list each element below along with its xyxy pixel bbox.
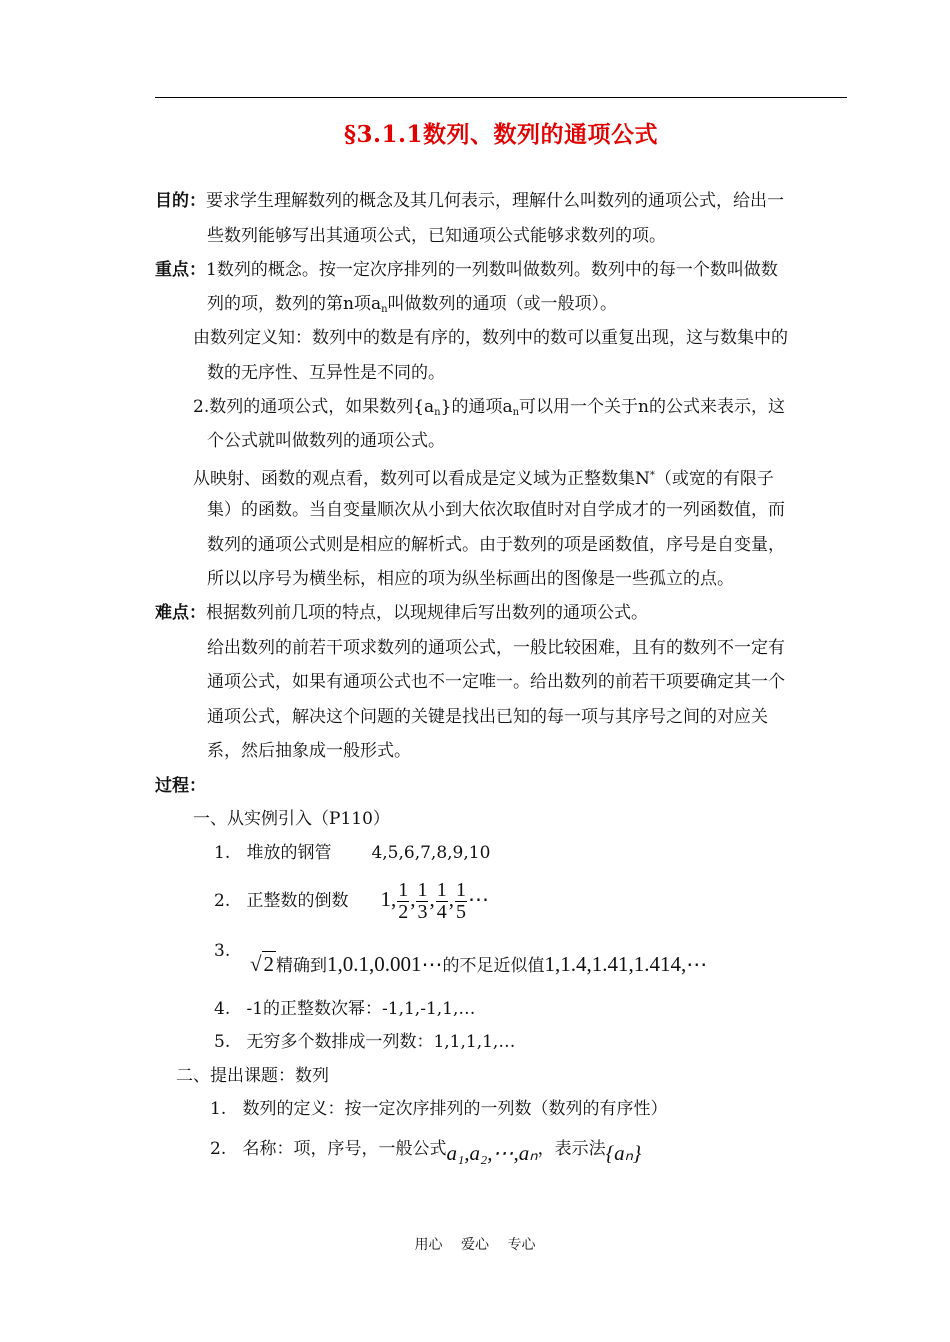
key-para3-line-2: 集）的函数。当自变量顺次从小到大依次取值时对自学成才的一列函数值，而: [207, 500, 785, 520]
goal-label: 目的：: [155, 191, 206, 211]
sqrt-symbol: √2: [250, 952, 275, 976]
fraction-denominator: 5: [455, 900, 466, 923]
fraction-denominator: 4: [436, 900, 447, 923]
example-5: 5. 无穷多个数排成一列数：1,1,1,1,…: [214, 1032, 516, 1052]
key-para3-line-3: 数列的通项公式则是相应的解析式。由于数列的项是函数值，序号是自变量，: [207, 535, 785, 555]
fraction-separator: ,: [429, 887, 435, 911]
process-label: 过程：: [155, 776, 206, 796]
difficulty-para-line-3: 通项公式，解决这个问题的关键是找出已知的每一项与其序号之间的对应关: [207, 707, 768, 727]
key-line-1: 重点：1数列的概念。按一定次序排列的一列数叫做数列。数列中的每一个数叫做数: [155, 260, 778, 280]
example-1: 1. 堆放的钢管 4,5,6,7,8,9,10: [214, 843, 491, 863]
footer-word-1: 用心: [414, 1237, 443, 1253]
difficulty-line-1: 难点：根据数列前几项的特点，以现规律后写出数列的通项公式。: [155, 603, 648, 623]
key-line-2: 列的项，数列的第n项$a_n$叫做数列的通项（或一般项）。: [207, 294, 618, 315]
general-formula: a₁,a₂,⋯,aₙ: [446, 1141, 538, 1165]
key-para2-line-2: 数的无序性、互异性是不同的。: [207, 363, 445, 383]
example-2: 2. 正整数的倒数 1, $\frac{1}{2}$ , $\frac{1}{3}$ , $\frac{1}{4}$ , $\frac{1}{5}$ ⋯: [214, 878, 489, 923]
fraction-separator: ,: [410, 887, 416, 911]
difficulty-para-line-1: 给出数列的前若干项求数列的通项公式，一般比较困难，且有的数列不一定有: [207, 638, 785, 658]
definition-2: 2. 名称：项，序号，一般公式a₁,a₂,⋯,aₙ，表示法{aₙ}: [210, 1139, 642, 1165]
notation: {aₙ}: [605, 1141, 642, 1165]
fraction-numerator: 1: [436, 878, 447, 901]
fraction-numerator: 1: [455, 878, 466, 901]
goal-line-1: 目的：要求学生理解数列的概念及其几何表示，理解什么叫数列的通项公式，给出一: [155, 191, 784, 211]
fraction-separator: ⋯: [467, 887, 489, 911]
goal-line-2: 些数列能够写出其通项公式，已知通项公式能够求数列的项。: [207, 226, 666, 246]
difficulty-para-line-4: 系，然后抽象成一般形式。: [207, 741, 411, 761]
key-label: 重点：: [155, 260, 206, 280]
section-1-heading: 一、从实例引入（P110）: [193, 809, 390, 829]
difficulty-label: 难点：: [155, 603, 206, 623]
key-para3-line-4: 所以以序号为横坐标，相应的项为纵坐标画出的图像是一些孤立的点。: [207, 569, 734, 589]
fraction-denominator: 2: [398, 900, 409, 923]
fraction-2: [416, 880, 428, 923]
fraction-separator: ,: [448, 887, 454, 911]
header-rule: [155, 97, 847, 98]
key-para3-line-1: 从映射、函数的观点看，数列可以看成是定义域为正整数集N*（或宽的有限子: [193, 469, 774, 489]
page-title: §3.1.1数列、数列的通项公式: [343, 121, 659, 148]
example-3: √2 精确到1,0.1,0.001⋯的不足近似值1,1.4,1.41,1.414,⋯: [250, 952, 708, 976]
difficulty-para-line-2: 通项公式，如果有通项公式也不一定唯一。给出数列的前若干项要确定其一个: [207, 672, 785, 692]
footer-word-3: 专心: [507, 1237, 536, 1253]
key-para2-line-1: 由数列定义知：数列中的数是有序的，数列中的数可以重复出现，这与数集中的: [193, 328, 788, 348]
reciprocal-sequence: 1, $\frac{1}{2}$ , $\frac{1}{3}$ , $\frac{1}{4}$ , $\frac{1}{5}$ ⋯: [380, 878, 489, 923]
fraction-denominator: 3: [417, 900, 428, 923]
key-item2-line-2: 个公式就叫做数列的通项公式。: [207, 431, 445, 451]
example-3-number: 3.: [214, 941, 231, 961]
fraction-numerator: 1: [417, 878, 428, 901]
example-4: 4. -1的正整数次幂：-1,1,-1,1,…: [214, 999, 476, 1019]
fraction-4: [455, 880, 467, 923]
fraction-numerator: 1: [398, 878, 409, 901]
footer-word-2: 爱心: [461, 1237, 489, 1253]
fraction-1: [397, 880, 409, 923]
key-item2-line-1: 2.数列的通项公式，如果数列$\{a_n\}$的通项$a_n$可以用一个关于n的公式来表示，这: [193, 397, 785, 418]
fraction-3: [436, 880, 448, 923]
page-footer: [0, 1234, 950, 1254]
section-2-heading: 二、提出课题：数列: [176, 1066, 329, 1086]
definition-1: 1. 数列的定义：按一定次序排列的一列数（数列的有序性）: [210, 1099, 668, 1119]
